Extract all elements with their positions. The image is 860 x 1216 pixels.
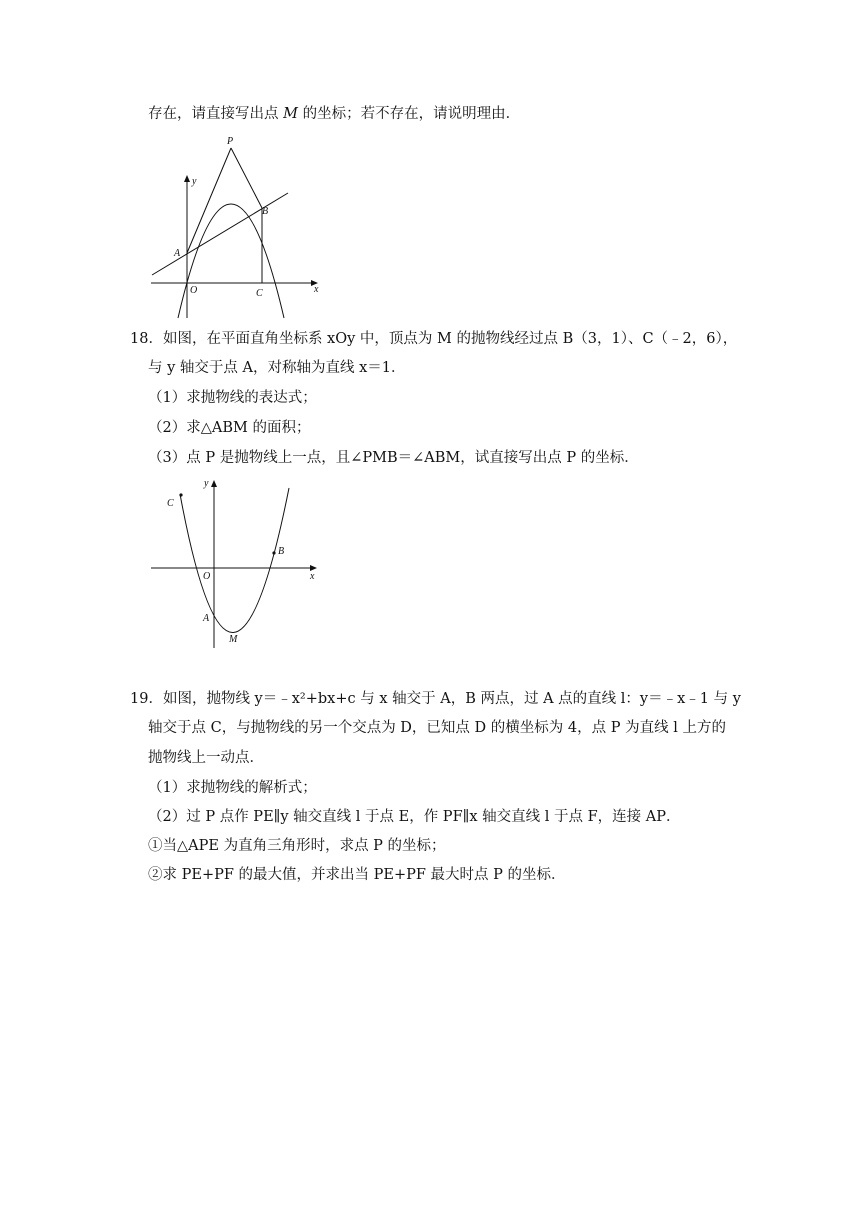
q19-part-2-text: （2）过 P 点作 PE∥y 轴交直线 l 于点 E，作 PF∥x 轴交直线 l 于点 F，连接 AP． [148, 809, 681, 825]
q17-tail-b: 的坐标；若不存在，请说明理由． [297, 106, 521, 122]
q19-sub-1-text: ①当△APE 为直角三角形时，求点 P 的坐标； [148, 838, 446, 854]
q18-label-b: B [278, 546, 285, 557]
q18-y-arrow [211, 480, 217, 487]
q17-y-arrow [184, 175, 190, 182]
q18-part-1 [148, 388, 317, 408]
q17-label-y: y [192, 176, 197, 187]
q19-line-3 [148, 748, 264, 768]
q18-label-c: C [167, 498, 174, 509]
q18-part-2-text: （2）求△ABM 的面积； [148, 420, 311, 436]
q18-point-b [272, 551, 275, 554]
q19-line-1 [130, 689, 741, 709]
q19-part-2 [148, 807, 680, 827]
q18-line-1 [130, 329, 737, 349]
q17-label-o: O [190, 285, 198, 296]
q17-label-a: A [174, 248, 181, 259]
q19-part-1 [148, 778, 317, 798]
q17-tail-a: 存在，请直接写出点 [148, 106, 284, 122]
q17-tail-m: M [283, 106, 298, 122]
q18-point-c [179, 493, 182, 496]
q17-segment-pa [187, 148, 231, 253]
q17-segment-pb [231, 148, 262, 208]
q19-part-1-text: （1）求抛物线的解析式； [148, 780, 317, 796]
q18-text-1: 如图，在平面直角坐标系 xOy 中，顶点为 M 的抛物线经过点 B（3，1）、C（﹣2，6）， [162, 331, 738, 347]
q19-number: 19． [130, 691, 163, 707]
q19-sub-2 [148, 865, 566, 885]
q18-label-o: O [203, 571, 211, 582]
q17-figure [148, 132, 328, 322]
q18-figure [148, 474, 328, 654]
q18-text-2: 与 y 轴交于点 A，对称轴为直线 x＝1． [148, 360, 406, 376]
q18-label-x: x [310, 571, 315, 582]
q19-sub-1 [148, 836, 446, 856]
q17-label-p: P [227, 136, 234, 147]
q18-parabola [180, 488, 289, 633]
q18-label-y: y [204, 478, 209, 489]
q18-part-1-text: （1）求抛物线的表达式； [148, 390, 317, 406]
q19-text-2: 轴交于点 C，与抛物线的另一个交点为 D，已知点 D 的横坐标为 4，点 P 为直线 l 上方的 [148, 720, 726, 736]
q18-part-2 [148, 418, 310, 438]
q19-line-2 [148, 718, 726, 738]
q18-number: 18． [130, 331, 163, 347]
q17-label-x: x [314, 284, 319, 295]
q18-label-a: A [203, 613, 210, 624]
q17-tail-text [148, 104, 520, 124]
q17-label-b: B [262, 206, 269, 217]
q19-text-1: 如图，抛物线 y＝﹣x²+bx+c 与 x 轴交于 A，B 两点，过 A 点的直线 l：y＝﹣x﹣1 与 y [162, 691, 741, 707]
q17-label-c: C [256, 288, 263, 299]
q18-line-2 [148, 358, 406, 378]
q19-text-3: 抛物线上一动点． [148, 750, 264, 766]
q17-parabola [178, 204, 284, 318]
q18-part-3 [148, 448, 639, 468]
q19-sub-2-text: ②求 PE+PF 的最大值，并求出当 PE+PF 最大时点 P 的坐标． [148, 867, 566, 883]
q18-part-3-text: （3）点 P 是抛物线上一点，且∠PMB＝∠ABM，试直接写出点 P 的坐标． [148, 450, 639, 466]
q18-label-m: M [229, 634, 238, 645]
